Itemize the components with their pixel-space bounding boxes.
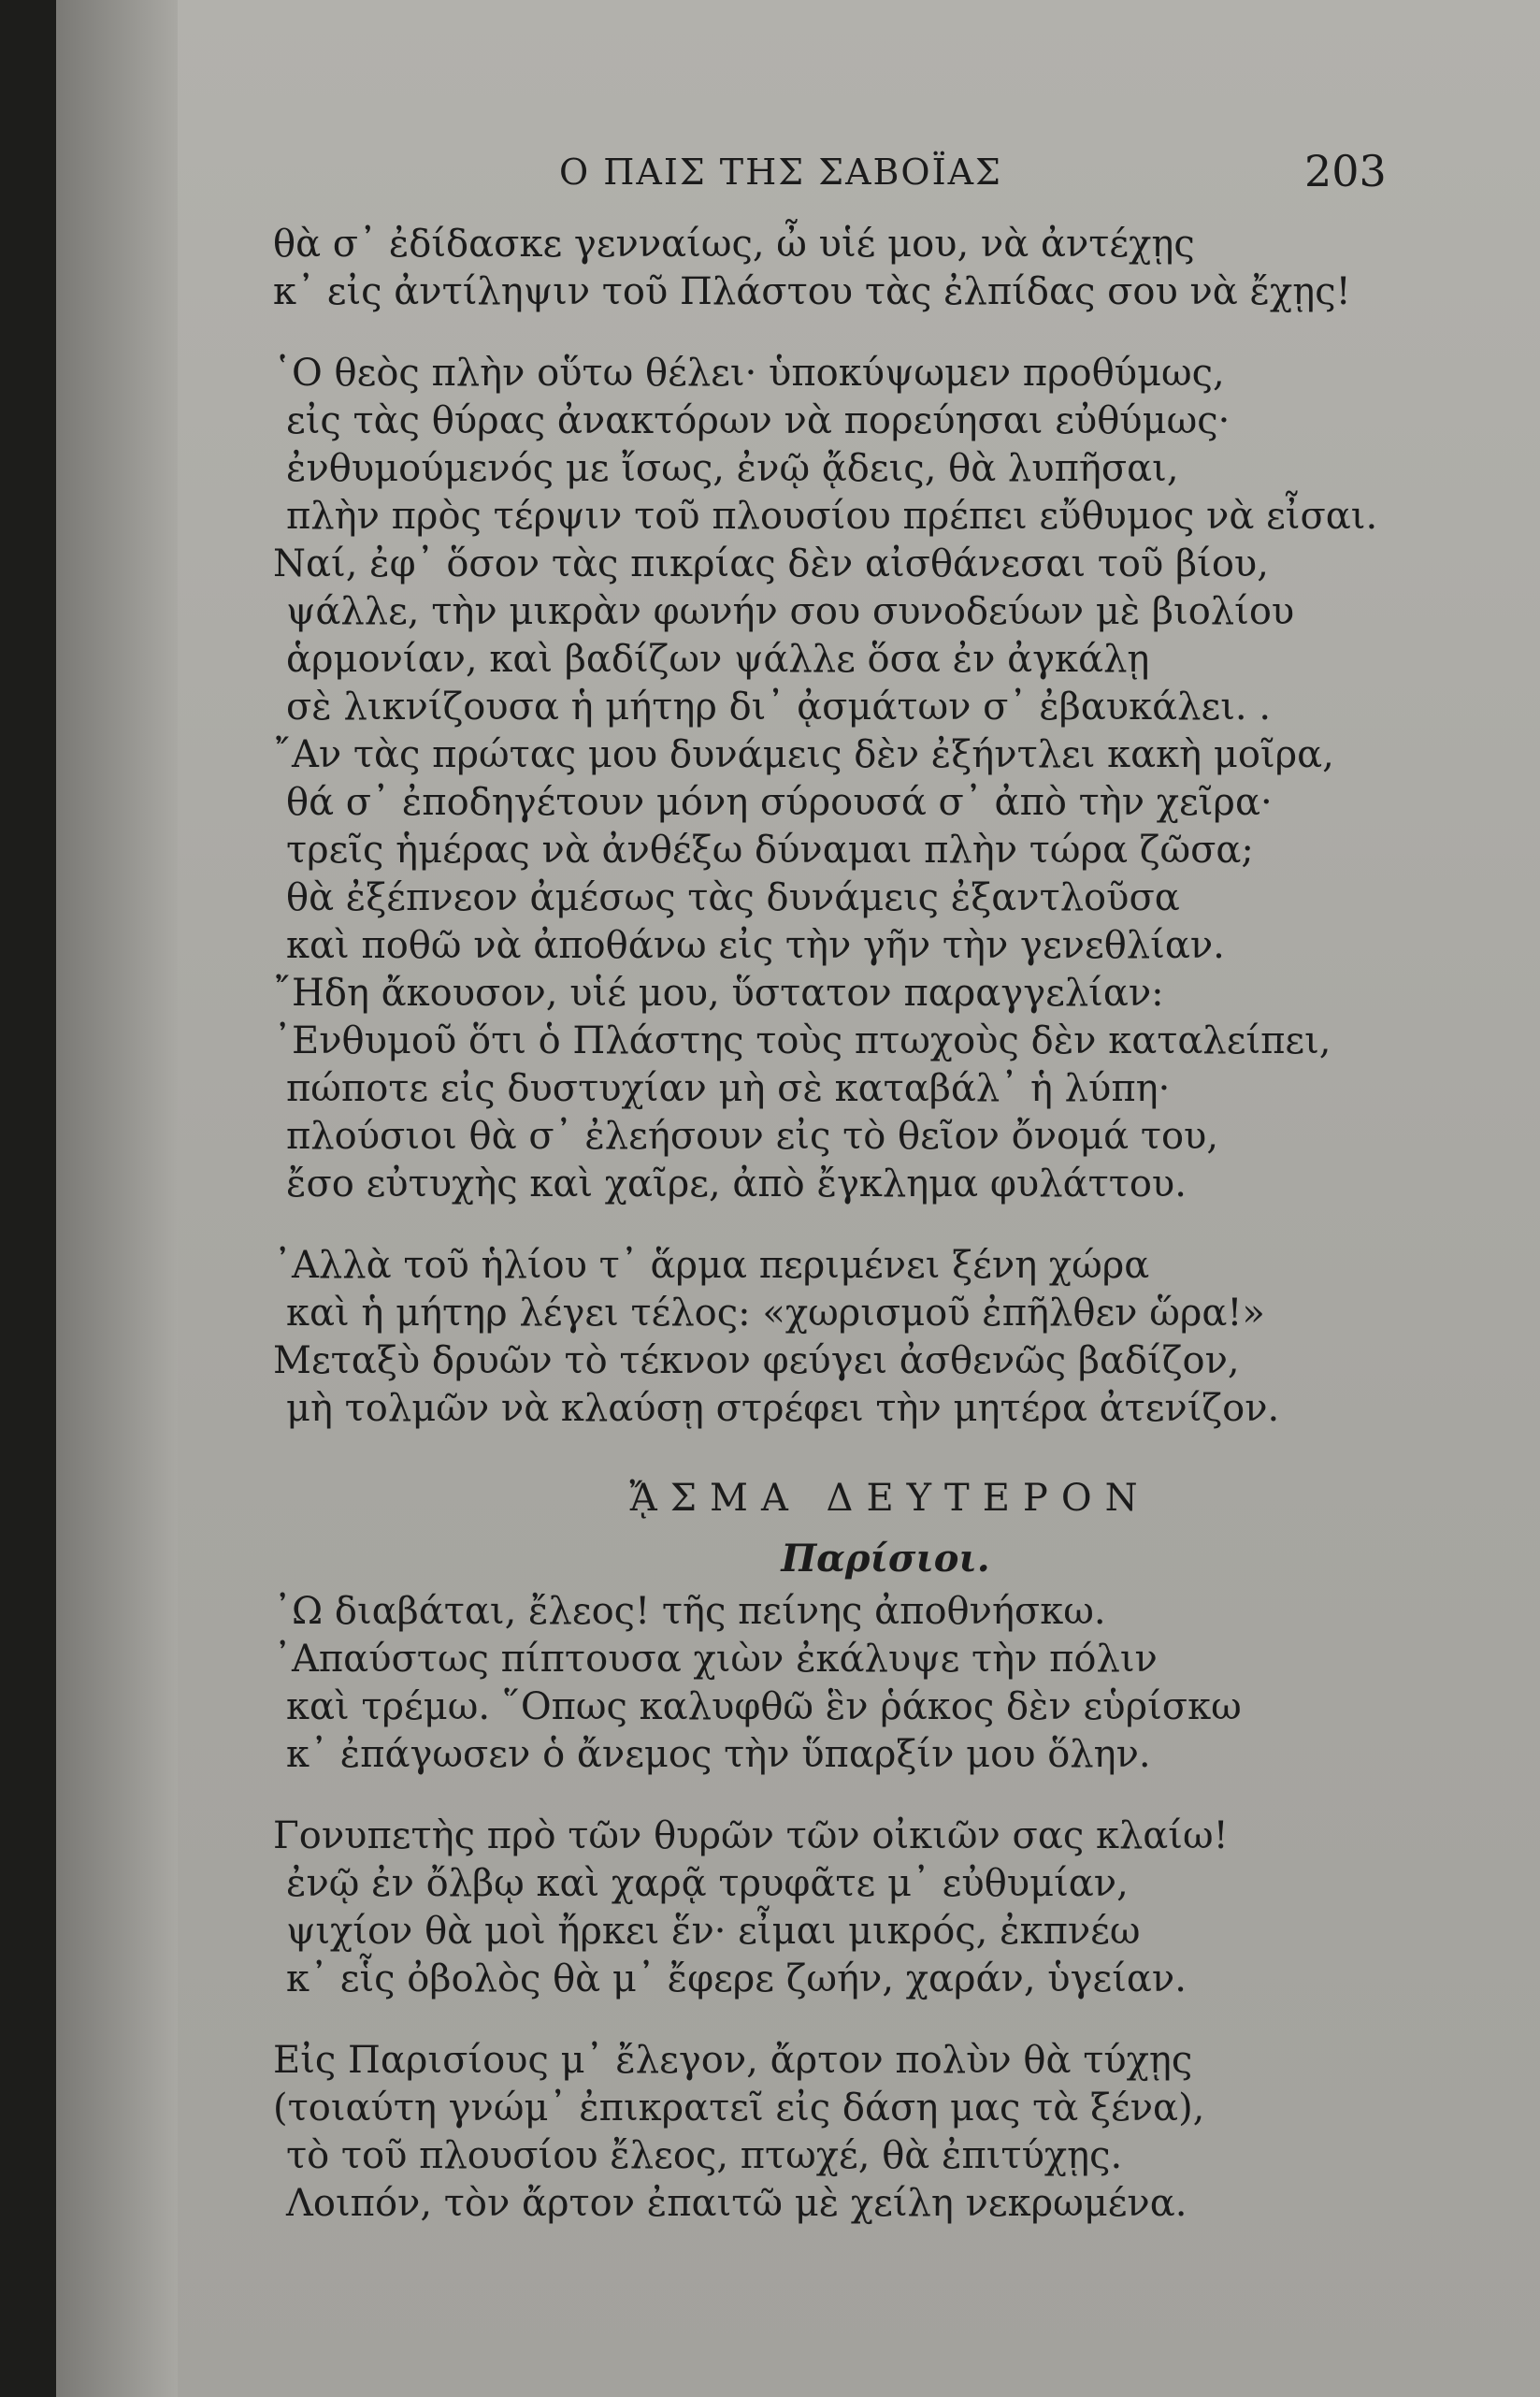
verse-line: θὰ σ᾿ ἐδίδασκε γενναίως, ὦ υἱέ μου, νὰ ἀντέχῃς <box>273 223 1195 266</box>
verse-line: κ᾿ εἰς ἀντίληψιν τοῦ Πλάστου τὰς ἐλπίδας σου νὰ ἔχῃς! <box>273 270 1351 313</box>
verse-line: ῎Ηδη ἄκουσον, υἱέ μου, ὕστατον παραγγελίαν: <box>273 972 1164 1015</box>
verse-line: μὴ τολμῶν νὰ κλαύσῃ στρέφει τὴν μητέρα ἀτενίζον. <box>286 1387 1280 1430</box>
verse-line: ἐνῷ ἐν ὄλβῳ καὶ χαρᾷ τρυφᾶτε μ᾿ εὐθυμίαν, <box>286 1862 1129 1905</box>
verse-line: ᾿Ενθυμοῦ ὅτι ὁ Πλάστης τοὺς πτωχοὺς δὲν καταλείπει, <box>273 1019 1331 1062</box>
verse-line: θὰ ἐξέπνεον ἀμέσως τὰς δυνάμεις ἐξαντλοῦσα <box>286 876 1180 919</box>
running-head <box>0 146 1540 198</box>
verse-line: κ᾿ εἷς ὀβολὸς θὰ μ᾿ ἔφερε ζωήν, χαράν, ὑγείαν. <box>286 1957 1187 2000</box>
verse-line: ᾿Αλλὰ τοῦ ἡλίου τ᾿ ἅρμα περιμένει ξένη χώρα <box>273 1244 1150 1287</box>
verse-line: Λοιπόν, τὸν ἄρτον ἐπαιτῶ μὲ χείλη νεκρωμένα. <box>286 2182 1187 2225</box>
section-title: ᾌΣΜΑ ΔΕΥΤΕΡΟΝ <box>629 1477 1151 1520</box>
book-binding-shadow <box>0 0 56 2397</box>
verse-line: ᾿Απαύστως πίπτουσα χιὼν ἐκάλυψε τὴν πόλιν <box>273 1638 1158 1681</box>
stanza-break <box>273 2003 1395 2037</box>
verse-line: τὸ τοῦ πλουσίου ἔλεος, πτωχέ, θὰ ἐπιτύχῃς. <box>286 2134 1123 2177</box>
verse-line: Εἰς Παρισίους μ᾿ ἔλεγον, ἄρτον πολὺν θὰ τύχῃς <box>273 2039 1193 2082</box>
section-subtitle: Παρίσιοι. <box>781 1537 990 1581</box>
verse-line: ψιχίον θὰ μοὶ ἤρκει ἕν· εἶμαι μικρός, ἐκπνέω <box>286 1910 1141 1953</box>
verse-line: ἐνθυμούμενός με ἴσως, ἐνῷ ᾄδεις, θὰ λυπῆσαι, <box>286 447 1179 490</box>
verse-line: καὶ ποθῶ νὰ ἀποθάνω εἰς τὴν γῆν τὴν γενεθλίαν. <box>286 924 1225 967</box>
verse-line: ῎Αν τὰς πρώτας μου δυνάμεις δὲν ἐξήντλει κακὴ μοῖρα, <box>273 733 1334 776</box>
page-body <box>273 221 1395 2228</box>
verse-line: ἔσο εὐτυχὴς καὶ χαῖρε, ἀπὸ ἔγκλημα φυλάττου. <box>286 1162 1187 1206</box>
running-head-title: Ο ΠΑΙΣ ΤΗΣ ΣΑΒΟΪΑΣ <box>559 152 1002 193</box>
stanza-break <box>273 1779 1395 1812</box>
verse-line: ἁρμονίαν, καὶ βαδίζων ψάλλε ὅσα ἐν ἀγκάλῃ <box>286 638 1150 681</box>
verse-line: καὶ τρέμω. ῞Οπως καλυφθῶ ἓν ῥάκος δὲν εὑρίσκω <box>286 1685 1242 1728</box>
verse-line: σὲ λικνίζουσα ἡ μήτηρ δι᾿ ᾀσμάτων σ᾿ ἐβαυκάλει. . <box>286 686 1272 729</box>
verse-line: καὶ ἡ μήτηρ λέγει τέλος: «χωρισμοῦ ἐπῆλθεν ὥρα!» <box>286 1292 1265 1335</box>
verse-line: τρεῖς ἡμέρας νὰ ἀνθέξω δύναμαι πλὴν τώρα ζῶσα; <box>286 829 1254 872</box>
verse-line: κ᾿ ἐπάγωσεν ὁ ἄνεμος τὴν ὕπαρξίν μου ὅλην. <box>286 1733 1151 1776</box>
verse-line: ῾Ο θεὸς πλὴν οὕτω θέλει· ὑποκύψωμεν προθύμως, <box>273 352 1225 395</box>
verse-line: πλὴν πρὸς τέρψιν τοῦ πλουσίου πρέπει εὔθυμος νὰ εἶσαι. <box>286 495 1378 538</box>
verse-line: εἰς τὰς θύρας ἀνακτόρων νὰ πορεύησαι εὐθύμως· <box>286 399 1231 442</box>
verse-line: ᾿Ω διαβάται, ἔλεος! τῆς πείνης ἀποθνήσκω. <box>273 1590 1106 1633</box>
stanza-break <box>273 1208 1395 1242</box>
page-number: 203 <box>1304 146 1387 196</box>
verse-line: πώποτε εἰς δυστυχίαν μὴ σὲ καταβάλ᾿ ἡ λύπη· <box>286 1067 1171 1110</box>
stanza-break <box>273 1433 1395 1466</box>
verse-line: θά σ᾿ ἐποδηγέτουν μόνη σύρουσά σ᾿ ἀπὸ τὴν χεῖρα· <box>286 781 1273 824</box>
verse-line: (τοιαύτη γνώμ᾿ ἐπικρατεῖ εἰς δάση μας τὰ ξένα), <box>273 2087 1205 2130</box>
verse-line: Μεταξὺ δρυῶν τὸ τέκνον φεύγει ἀσθενῶς βαδίζον, <box>273 1339 1240 1382</box>
verse-line: Ναί, ἐφ᾿ ὅσον τὰς πικρίας δὲν αἰσθάνεσαι τοῦ βίου, <box>273 542 1269 585</box>
gutter-shadow <box>56 0 178 2397</box>
verse-line: ψάλλε, τὴν μικρὰν φωνήν σου συνοδεύων μὲ βιολίου <box>286 590 1295 633</box>
verse-line: πλούσιοι θὰ σ᾿ ἐλεήσουν εἰς τὸ θεῖον ὄνομά του, <box>286 1115 1219 1158</box>
stanza-break <box>273 316 1395 350</box>
verse-line: Γονυπετὴς πρὸ τῶν θυρῶν τῶν οἰκιῶν σας κλαίω! <box>273 1814 1229 1857</box>
